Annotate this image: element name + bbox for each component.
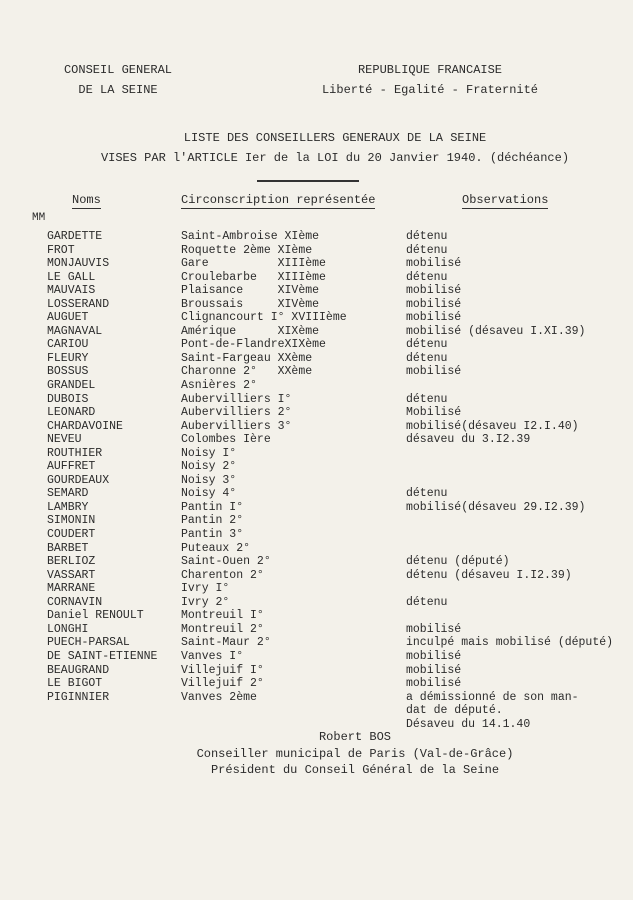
circonscription: Plaisance XIVème: [181, 284, 320, 298]
observation: mobilisé: [406, 622, 462, 636]
table-row: [0, 487, 633, 501]
circonscription: Noisy 4°: [181, 487, 237, 501]
councillor-name: BEAUGRAND: [47, 663, 110, 677]
title-line2: VISES PAR l'ARTICLE Ier de la LOI du 20 Janvier 1940. (déchéance): [100, 151, 570, 165]
column-header-circonscription: Circonscription représentée: [181, 193, 376, 207]
councillor-name: LOSSERAND: [47, 297, 110, 311]
observation: mobilisé: [406, 297, 462, 311]
councillor-name: Daniel RENOULT: [47, 609, 144, 623]
circonscription: Puteaux 2°: [181, 541, 251, 555]
councillor-name: CARIOU: [47, 338, 89, 352]
councillor-name: PIGINNIER: [47, 690, 110, 704]
councillor-name: MARRANE: [47, 582, 96, 596]
header-left-line1: CONSEIL GENERAL: [63, 63, 173, 77]
table-row: [0, 501, 633, 515]
circonscription: Saint-Ambroise XIème: [181, 230, 320, 243]
circonscription: Villejuif I°: [181, 663, 264, 677]
circonscription: Aubervilliers 3°: [181, 419, 292, 433]
councillor-name: CORNAVIN: [47, 595, 103, 609]
circonscription: Croulebarbe XIIIème: [181, 270, 326, 284]
observation: détenu: [406, 338, 448, 352]
councillor-name: MONJAUVIS: [47, 257, 110, 271]
table-row: [0, 569, 633, 583]
councillor-name: MAUVAIS: [47, 284, 96, 298]
councillor-name: LAMBRY: [47, 500, 89, 514]
observation: détenu: [406, 487, 448, 501]
table-row: [0, 474, 633, 488]
table-row: [0, 271, 633, 285]
table-row: [0, 609, 633, 623]
circonscription: Saint-Ouen 2°: [181, 555, 271, 569]
observation: a démissionné de son man-: [406, 690, 579, 704]
councillor-name: DE SAINT-ETIENNE: [47, 649, 158, 663]
councillor-name: FROT: [47, 243, 75, 257]
councillor-name: NEVEU: [47, 433, 82, 447]
observation: détenu: [406, 392, 448, 406]
councillor-name: AUFFRET: [47, 460, 96, 474]
observation: mobilisé: [406, 677, 462, 691]
observation: détenu (député): [406, 555, 510, 569]
circonscription: Broussais XIVème: [181, 297, 320, 311]
circonscription: Montreuil I°: [181, 609, 264, 623]
councillor-name: AUGUET: [47, 311, 89, 325]
extra-line: dat de député.: [406, 704, 503, 718]
title-line1: LISTE DES CONSEILLERS GENERAUX DE LA SEINE: [183, 131, 487, 145]
observation: détenu: [406, 351, 448, 365]
column-header-observations: Observations: [462, 193, 549, 207]
extra-line: Désaveu du 14.1.40: [406, 717, 531, 731]
table-row: [0, 338, 633, 352]
councillor-name: CHARDAVOINE: [47, 419, 123, 433]
table-row: [0, 650, 633, 664]
circonscription: Roquette 2ème XIème: [181, 243, 313, 257]
councillor-name: COUDERT: [47, 528, 96, 542]
councillor-name: BOSSUS: [47, 365, 89, 379]
observation: détenu (désaveu I.I2.39): [406, 568, 572, 582]
circonscription: Ivry 2°: [181, 595, 230, 609]
column-header-noms: Noms: [72, 193, 101, 207]
table-row: [0, 677, 633, 691]
table-row: [0, 433, 633, 447]
councillor-name: LE BIGOT: [47, 677, 103, 691]
councillor-name: DUBOIS: [47, 392, 89, 406]
councillor-name: LONGHI: [47, 622, 89, 636]
circonscription: Pantin 3°: [181, 528, 244, 542]
table-row: [0, 284, 633, 298]
observation: mobilisé: [406, 663, 462, 677]
table-row: [0, 447, 633, 461]
header-right-line1: REPUBLIQUE FRANCAISE: [357, 63, 503, 77]
title-underline: [257, 180, 359, 182]
circonscription: Villejuif 2°: [181, 677, 264, 691]
councillor-name: SEMARD: [47, 487, 89, 501]
councillor-name: LEONARD: [47, 406, 96, 420]
header-left-line2: DE LA SEINE: [78, 83, 158, 97]
table-row: [0, 691, 633, 705]
councillor-name: FLEURY: [47, 351, 89, 365]
councillor-name: GRANDEL: [47, 379, 96, 393]
table-row: [0, 582, 633, 596]
signatory-title-line2: Président du Conseil Général de la Seine: [210, 763, 500, 777]
table-row: [0, 311, 633, 325]
table-row: [0, 664, 633, 678]
table-row: [0, 365, 633, 379]
circonscription: Pantin I°: [181, 500, 244, 514]
councillor-name: SIMONIN: [47, 514, 96, 528]
document-title: [40, 128, 630, 168]
circonscription: Noisy 3°: [181, 473, 237, 487]
circonscription: Amérique XIXème: [181, 324, 320, 338]
circonscription: Saint-Fargeau XXème: [181, 351, 313, 365]
table-row: [0, 393, 633, 407]
circonscription: Clignancourt I° XVIIIème: [181, 311, 347, 325]
observation: mobilisé(désaveu 29.I2.39): [406, 500, 586, 514]
header-right: [300, 60, 560, 100]
circonscription: Vanves 2ème: [181, 690, 257, 704]
circonscription: Gare XIIIème: [181, 257, 326, 271]
header-right-line2: Liberté - Egalité - Fraternité: [321, 83, 539, 97]
header-left: [58, 60, 178, 100]
signatory-title-line1: Conseiller municipal de Paris (Val-de-Grâce): [196, 747, 514, 761]
councillor-name: MAGNAVAL: [47, 324, 103, 338]
table-row: [0, 257, 633, 271]
councillor-name: PUECH-PARSAL: [47, 636, 130, 650]
table-row: [0, 636, 633, 650]
table-row: [0, 596, 633, 610]
observation: mobilisé (désaveu I.XI.39): [406, 324, 586, 338]
table-row: [0, 298, 633, 312]
councillor-name: VASSART: [47, 568, 96, 582]
circonscription: Aubervilliers I°: [181, 392, 292, 406]
table-row: [0, 623, 633, 637]
councillor-name: BERLIOZ: [47, 555, 96, 569]
table-row: [0, 244, 633, 258]
observation: mobilisé: [406, 257, 462, 271]
observation: détenu: [406, 243, 448, 257]
circonscription: Charenton 2°: [181, 568, 264, 582]
table-row: [0, 352, 633, 366]
circonscription: Pont-de-FlandreXIXème: [181, 338, 326, 352]
councillor-name: GOURDEAUX: [47, 473, 110, 487]
circonscription: Pantin 2°: [181, 514, 244, 528]
councillor-name: LE GALL: [47, 270, 96, 284]
observation: détenu: [406, 230, 448, 243]
observation: Mobilisé: [406, 406, 462, 420]
table-row: [0, 420, 633, 434]
councillor-name: GARDETTE: [47, 230, 103, 243]
table-row: [0, 555, 633, 569]
councillor-list: [0, 230, 633, 704]
table-row: [0, 542, 633, 556]
circonscription: Montreuil 2°: [181, 622, 264, 636]
table-row: [0, 406, 633, 420]
observation: désaveu du 3.I2.39: [406, 433, 531, 447]
table-row: [0, 325, 633, 339]
circonscription: Noisy I°: [181, 446, 237, 460]
table-row: [0, 460, 633, 474]
observation: mobilisé: [406, 284, 462, 298]
observation: mobilisé(désaveu I2.I.40): [406, 419, 579, 433]
observation: détenu: [406, 595, 448, 609]
observation: mobilisé: [406, 365, 462, 379]
circonscription: Vanves I°: [181, 649, 244, 663]
circonscription: Noisy 2°: [181, 460, 237, 474]
observation: mobilisé: [406, 311, 462, 325]
table-row: [0, 514, 633, 528]
councillor-name: ROUTHIER: [47, 446, 103, 460]
observation: détenu: [406, 270, 448, 284]
circonscription: Saint-Maur 2°: [181, 636, 271, 650]
table-row: [0, 379, 633, 393]
circonscription: Charonne 2° XXème: [181, 365, 313, 379]
circonscription: Ivry I°: [181, 582, 230, 596]
circonscription: Aubervilliers 2°: [181, 406, 292, 420]
circonscription: Colombes Ière: [181, 433, 271, 447]
circonscription: Asnières 2°: [181, 379, 257, 393]
table-row: [0, 230, 633, 244]
prefix-mm: MM: [32, 212, 46, 224]
table-row: [0, 528, 633, 542]
observation: mobilisé: [406, 649, 462, 663]
observation: inculpé mais mobilisé (député): [406, 636, 614, 650]
signatory-name: Robert BOS: [318, 730, 391, 744]
councillor-name: BARBET: [47, 541, 89, 555]
